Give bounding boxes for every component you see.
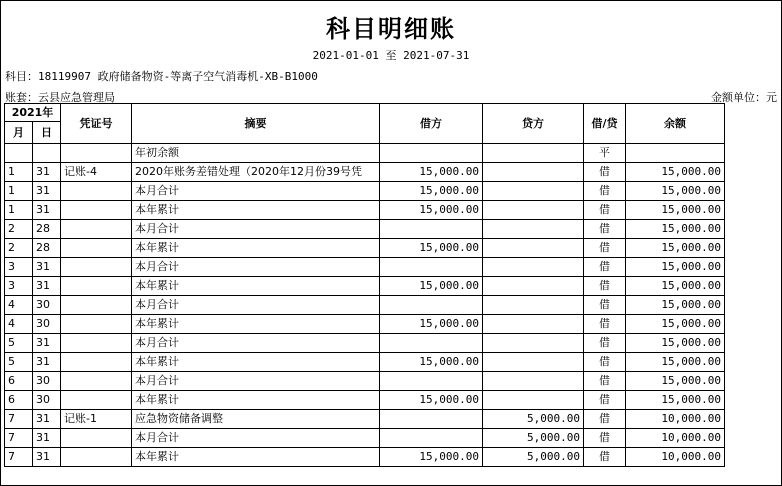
cell-voucher xyxy=(61,429,132,448)
cell-direction: 借 xyxy=(584,163,626,182)
cell-direction: 平 xyxy=(584,144,626,163)
cell-credit xyxy=(483,239,584,258)
cell-voucher xyxy=(61,334,132,353)
subject-line xyxy=(5,68,318,84)
cell-balance: 15,000.00 xyxy=(626,201,725,220)
cell-credit xyxy=(483,334,584,353)
cell-voucher xyxy=(61,277,132,296)
cell-credit: 5,000.00 xyxy=(483,429,584,448)
cell-summary: 本年累计 xyxy=(132,448,380,467)
cell-balance: 10,000.00 xyxy=(626,448,725,467)
summary-header: 摘要 xyxy=(132,104,380,144)
cell-debit xyxy=(380,372,483,391)
cell-balance: 15,000.00 xyxy=(626,182,725,201)
cell-debit xyxy=(380,296,483,315)
cell-credit xyxy=(483,277,584,296)
cell-balance: 15,000.00 xyxy=(626,372,725,391)
cell-direction: 借 xyxy=(584,315,626,334)
cell-balance: 15,000.00 xyxy=(626,239,725,258)
cell-voucher xyxy=(61,220,132,239)
cell-day: 30 xyxy=(33,372,61,391)
cell-voucher xyxy=(61,239,132,258)
cell-month: 3 xyxy=(5,277,33,296)
date-to: 2021-07-31 xyxy=(403,49,470,62)
cell-voucher xyxy=(61,144,132,163)
cell-voucher xyxy=(61,391,132,410)
cell-debit: 15,000.00 xyxy=(380,277,483,296)
cell-credit xyxy=(483,220,584,239)
cell-month: 7 xyxy=(5,429,33,448)
cell-day: 31 xyxy=(33,201,61,220)
cell-summary: 本月合计 xyxy=(132,258,380,277)
cell-debit: 15,000.00 xyxy=(380,391,483,410)
cell-debit xyxy=(380,429,483,448)
cell-day: 30 xyxy=(33,391,61,410)
cell-direction: 借 xyxy=(584,372,626,391)
cell-debit xyxy=(380,144,483,163)
cell-debit xyxy=(380,334,483,353)
cell-day: 31 xyxy=(33,334,61,353)
subject-label: 科目： xyxy=(5,70,38,83)
cell-debit xyxy=(380,410,483,429)
cell-month xyxy=(5,144,33,163)
cell-balance: 15,000.00 xyxy=(626,334,725,353)
cell-debit: 15,000.00 xyxy=(380,353,483,372)
cell-summary: 本月合计 xyxy=(132,372,380,391)
cell-summary: 本年累计 xyxy=(132,391,380,410)
cell-direction: 借 xyxy=(584,353,626,372)
report-title: 科目明细账 xyxy=(326,14,456,43)
date-separator: 至 xyxy=(385,49,397,62)
table-row xyxy=(5,372,725,391)
table-row xyxy=(5,334,725,353)
cell-summary: 本年累计 xyxy=(132,239,380,258)
cell-voucher: 记账-1 xyxy=(61,410,132,429)
date-from: 2021-01-01 xyxy=(312,49,379,62)
cell-month: 4 xyxy=(5,315,33,334)
cell-voucher xyxy=(61,315,132,334)
subject-value: 18119907 政府储备物资-等离子空气消毒机-XB-B1000 xyxy=(38,70,318,83)
cell-debit: 15,000.00 xyxy=(380,239,483,258)
table-row xyxy=(5,258,725,277)
table-row xyxy=(5,220,725,239)
cell-direction: 借 xyxy=(584,391,626,410)
cell-direction: 借 xyxy=(584,429,626,448)
cell-summary: 本年累计 xyxy=(132,353,380,372)
cell-day: 28 xyxy=(33,220,61,239)
cell-month: 1 xyxy=(5,163,33,182)
cell-direction: 借 xyxy=(584,296,626,315)
cell-month: 6 xyxy=(5,391,33,410)
table-row xyxy=(5,410,725,429)
cell-balance: 15,000.00 xyxy=(626,315,725,334)
cell-debit: 15,000.00 xyxy=(380,163,483,182)
cell-month: 5 xyxy=(5,353,33,372)
cell-voucher xyxy=(61,296,132,315)
cell-day: 30 xyxy=(33,296,61,315)
cell-direction: 借 xyxy=(584,258,626,277)
cell-balance: 15,000.00 xyxy=(626,296,725,315)
table-row xyxy=(5,429,725,448)
cell-voucher xyxy=(61,182,132,201)
cell-debit xyxy=(380,258,483,277)
direction-header: 借/贷 xyxy=(584,104,626,144)
cell-balance: 15,000.00 xyxy=(626,391,725,410)
table-row xyxy=(5,277,725,296)
cell-day: 31 xyxy=(33,353,61,372)
ledger-body xyxy=(5,144,725,467)
date-range xyxy=(1,47,781,63)
cell-direction: 借 xyxy=(584,182,626,201)
table-row xyxy=(5,315,725,334)
cell-credit xyxy=(483,315,584,334)
year-header: 2021年 xyxy=(5,104,61,122)
cell-balance: 15,000.00 xyxy=(626,220,725,239)
cell-credit: 5,000.00 xyxy=(483,448,584,467)
cell-credit xyxy=(483,391,584,410)
cell-day: 30 xyxy=(33,315,61,334)
table-row xyxy=(5,144,725,163)
cell-day: 31 xyxy=(33,182,61,201)
cell-day: 31 xyxy=(33,258,61,277)
cell-voucher xyxy=(61,201,132,220)
table-row xyxy=(5,353,725,372)
cell-month: 7 xyxy=(5,410,33,429)
ledger-table xyxy=(4,103,725,467)
table-row xyxy=(5,182,725,201)
cell-voucher xyxy=(61,372,132,391)
cell-balance: 10,000.00 xyxy=(626,429,725,448)
cell-month: 7 xyxy=(5,448,33,467)
amount-unit: 金额单位：元 xyxy=(711,91,777,104)
cell-credit xyxy=(483,201,584,220)
cell-credit xyxy=(483,353,584,372)
cell-direction: 借 xyxy=(584,334,626,353)
cell-balance: 15,000.00 xyxy=(626,277,725,296)
cell-direction: 借 xyxy=(584,277,626,296)
cell-summary: 本月合计 xyxy=(132,334,380,353)
month-header: 月 xyxy=(5,122,33,144)
cell-direction: 借 xyxy=(584,239,626,258)
cell-month: 2 xyxy=(5,220,33,239)
table-row xyxy=(5,163,725,182)
cell-summary: 本年累计 xyxy=(132,315,380,334)
cell-direction: 借 xyxy=(584,448,626,467)
cell-day: 31 xyxy=(33,410,61,429)
cell-balance xyxy=(626,144,725,163)
account-value: 云县应急管理局 xyxy=(38,91,115,104)
cell-direction: 借 xyxy=(584,220,626,239)
debit-header: 借方 xyxy=(380,104,483,144)
voucher-header: 凭证号 xyxy=(61,104,132,144)
cell-balance: 15,000.00 xyxy=(626,163,725,182)
cell-month: 4 xyxy=(5,296,33,315)
account-label: 账套： xyxy=(5,91,38,104)
table-row xyxy=(5,391,725,410)
cell-debit: 15,000.00 xyxy=(380,201,483,220)
table-row xyxy=(5,239,725,258)
cell-month: 1 xyxy=(5,201,33,220)
cell-summary: 本年累计 xyxy=(132,277,380,296)
cell-summary: 年初余额 xyxy=(132,144,380,163)
cell-credit: 5,000.00 xyxy=(483,410,584,429)
cell-day: 31 xyxy=(33,163,61,182)
table-row xyxy=(5,201,725,220)
cell-debit: 15,000.00 xyxy=(380,448,483,467)
cell-credit xyxy=(483,296,584,315)
cell-month: 5 xyxy=(5,334,33,353)
cell-summary: 本月合计 xyxy=(132,429,380,448)
cell-summary: 本月合计 xyxy=(132,220,380,239)
cell-voucher xyxy=(61,258,132,277)
cell-month: 3 xyxy=(5,258,33,277)
cell-balance: 15,000.00 xyxy=(626,258,725,277)
cell-credit xyxy=(483,182,584,201)
cell-debit: 15,000.00 xyxy=(380,182,483,201)
cell-voucher: 记账-4 xyxy=(61,163,132,182)
cell-balance: 10,000.00 xyxy=(626,410,725,429)
cell-debit xyxy=(380,220,483,239)
cell-day: 31 xyxy=(33,429,61,448)
credit-header: 贷方 xyxy=(483,104,584,144)
cell-month: 1 xyxy=(5,182,33,201)
cell-credit xyxy=(483,144,584,163)
cell-credit xyxy=(483,372,584,391)
cell-month: 2 xyxy=(5,239,33,258)
cell-summary: 应急物资储备调整 xyxy=(132,410,380,429)
cell-month: 6 xyxy=(5,372,33,391)
cell-day: 31 xyxy=(33,277,61,296)
cell-day: 28 xyxy=(33,239,61,258)
cell-credit xyxy=(483,163,584,182)
cell-summary: 2020年账务差错处理（2020年12月份39号凭 xyxy=(132,163,380,182)
day-header: 日 xyxy=(33,122,61,144)
cell-voucher xyxy=(61,448,132,467)
table-row xyxy=(5,296,725,315)
cell-summary: 本月合计 xyxy=(132,296,380,315)
cell-direction: 借 xyxy=(584,410,626,429)
table-row xyxy=(5,448,725,467)
cell-day xyxy=(33,144,61,163)
cell-balance: 15,000.00 xyxy=(626,353,725,372)
cell-credit xyxy=(483,258,584,277)
balance-header: 余额 xyxy=(626,104,725,144)
cell-voucher xyxy=(61,353,132,372)
cell-summary: 本月合计 xyxy=(132,182,380,201)
cell-direction: 借 xyxy=(584,201,626,220)
cell-summary: 本年累计 xyxy=(132,201,380,220)
cell-day: 31 xyxy=(33,448,61,467)
cell-debit: 15,000.00 xyxy=(380,315,483,334)
